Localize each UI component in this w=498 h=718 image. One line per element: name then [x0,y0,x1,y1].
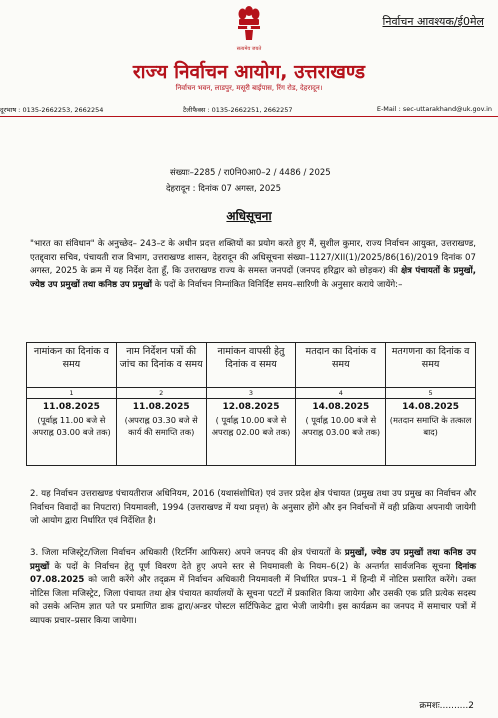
paragraph-1-text-end: के पदों के निर्वाचन निम्नांकित विनिर्दिष्ट समय–सारिणी के अनुसार कराये जायेंगे:– [151,279,403,290]
column-number: 1 [27,388,117,399]
schedule-date: 14.08.2025 [402,402,460,412]
organization-address: निर्वाचन भवन, लाडपुर, मसूरी बाईपास, रिंग रोड, देहरादून। [175,84,323,92]
paragraph-3-text-mid: के पदों के निर्वाचन हेतु पूर्ण विवरण देते हुए अपने स्तर से नियमावली के नियम–6(2) के अन्तर्गत सार्वजनिक सूचना [49,561,456,572]
paragraph-2: 2. यह निर्वाचन उत्तराखण्ड पंचायतीराज अधिनियम, 2016 (यथासंशोधित) एवं उत्तर प्रदेश क्षेत्र पंचायत (प्रमुख तथा उप प्रमुख का निर्वाचन और निर्वाचन विवादों का निपटारा) नियमावली, 1994 (उत्तराखण्ड में यथा प्रवृत्त) के अनुसार होंगे और इन निर्वाचनों में वही प्रक्रिया अपनायी जायेगी जो आयोग द्वारा निर्धारित एवं निर्देशित है। [30,489,476,527]
column-number: 2 [116,388,206,399]
schedule-header: नाम निर्देशन पत्रों की जांच का दिनांक व समय [116,343,206,388]
schedule-cell [296,399,386,466]
schedule-date: 14.08.2025 [312,402,370,412]
paragraph-1-emphasis: क्षेत्र पंचायतों के प्रमुखों, ज्येष्ठ उप प्रमुखों तथा कनिष्ठ उप प्रमुखों [30,266,476,290]
schedule-cell [386,399,476,466]
continued-marker: क्रमशः..........2 [419,701,474,711]
urgent-note: निर्वाचन आवश्यक/ई0मेल [382,15,484,28]
column-number: 5 [386,388,476,399]
letterhead-divider [0,116,498,117]
schedule-time: (पूर्वाह्न 11.00 बजे से अपराह्न 03.00 बजे तक) [32,414,111,437]
paragraph-3 [30,547,476,629]
paragraph-3-text-end: को जारी करेंगे और तद्क्रम में निर्वाचन अधिकारी नियमावली में निर्धारित प्रपत्र–1 में हिन्दी में नोटिस प्रसारित करेंगे। उक्त नोटिस जिला मजिस्ट्रेट, जिला पंचायत तथा क्षेत्र पंचायत कार्यालयों के सूचना पटटों में प्रकाशित किया जायेगा और उसकी एक प्रति प्रत्येक सदस्य को उसके अन्तिम ज्ञात पते पर प्रमाणित डाक द्वारा/अन्डर पोस्टल सर्टिफिकेट द्वारा भेजी जायेगी। इस कार्यक्रम का जनपद में समाचार पत्रों में व्यापक प्रचार–प्रसार किया जायेगा। [30,575,476,626]
paragraph-1 [30,238,476,292]
paragraph-3-text: 3. जिला मजिस्ट्रेट/जिला निर्वाचन अधिकारी (रिटर्निंग आफिसर) अपने जनपद की क्षेत्र पंचायतों के [30,548,345,558]
emblem-motto: सत्यमेव जयते [236,46,262,52]
schedule-time: ( पूर्वाह्न 10.00 बजे से अपराह्न 03.00 बजे तक) [301,414,381,437]
schedule-header: नामांकन का दिनांक व समय [27,343,117,388]
phone-numbers: दूरभाष : 0135-2662253, 2662254 [0,106,104,114]
schedule-time: (मतदान समाप्ति के तत्काल बाद) [389,414,472,437]
telefax-numbers: टैलीफैक्स : 0135-2662251, 2662257 [183,106,293,114]
place-date: देहरादून : दिनांक 07 अगस्त, 2025 [166,184,282,194]
notice-date: दिनांक 07.08.2025 [30,561,476,586]
schedule-date: 11.08.2025 [132,402,190,412]
paragraph-3-emphasis: प्रमुखों, ज्येष्ठ उप प्रमुखों तथा कनिष्ठ उप प्रमुखों [30,548,476,572]
schedule-time: ( पूर्वाह्न 10.00 बजे से अपराह्न 02.00 बजे तक) [211,414,291,437]
schedule-cell [206,399,296,466]
schedule-header: मतदान का दिनांक व समय [296,343,386,388]
schedule-time: (अपराह्न 03.30 बजे से कार्य की समाप्ति तक) [124,414,198,437]
schedule-header: मतगणना का दिनांक व समय [386,343,476,388]
document-title: अधिसूचना [226,209,272,223]
schedule-cell [27,399,117,466]
paragraph-1-text: "भारत का संविधान" के अनुच्छेद– 243–ट के अधीन प्रदत्त शक्तियों का प्रयोग करते हुए मैं, सुशील कुमार, राज्य निर्वाचन आयुक्त, उत्तराखण्ड, एतद्द्वारा सचिव, पंचायती राज विभाग, उत्तराखण्ड शासन, देहरादून की अधिसूचना संख्या–1127/XII(1)/2025/86(16)/2019 दिनांक 07 अगस्त, 2025 के क्रम में यह निर्देश देता हूँ, कि उत्तराखण्ड राज्य के समस्त जनपदों (जनपद हरिद्वार को छोड़कर) की [30,239,476,277]
schedule-date: 11.08.2025 [42,402,100,412]
election-schedule-table [26,342,476,466]
schedule-date: 12.08.2025 [222,402,280,412]
schedule-cell [116,399,206,466]
reference-number: संख्याः–2285 / रा0नि0आ0–2 / 4486 / 2025 [170,168,331,178]
state-emblem-icon [236,4,262,48]
email-address: E-Mail : sec-uttarakhand@uk.gov.in [376,105,492,113]
organization-name: राज्य निर्वाचन आयोग, उत्तराखण्ड [132,61,366,83]
column-number: 3 [206,388,296,399]
column-number: 4 [296,388,386,399]
schedule-header: नामांकन वापसी हेतु दिनांक व समय [206,343,296,388]
